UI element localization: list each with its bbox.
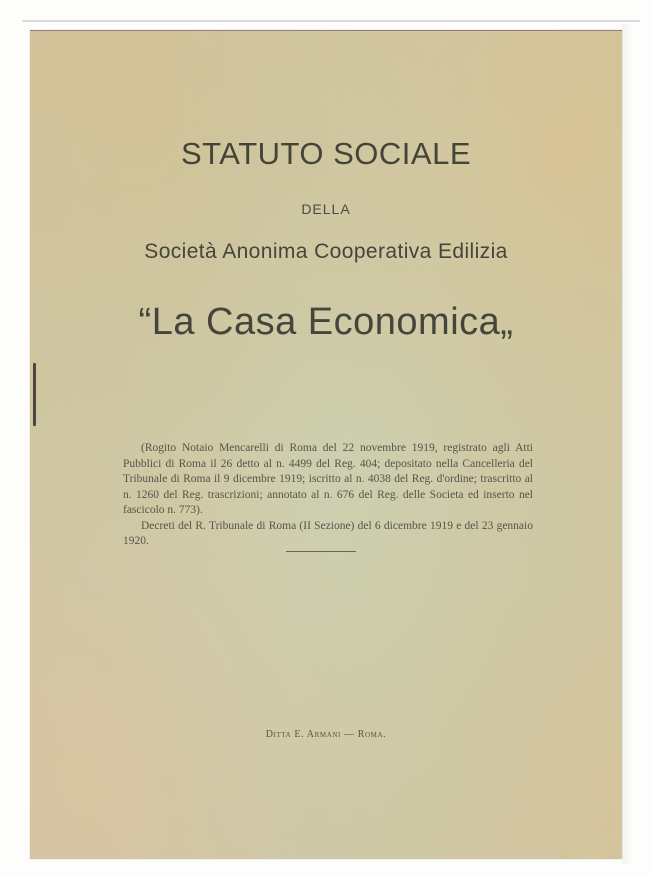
document-della: DELLA	[301, 201, 351, 217]
staple-binding	[33, 363, 36, 426]
divider-rule	[286, 551, 356, 552]
legal-note-decrees: Decreti del R. Tribunale di Roma (II Sezione) del 6 dicembre 1919 e del 23 gennaio 1920.	[123, 519, 533, 547]
legal-notes	[123, 441, 533, 550]
company-name: “La Casa Economica„	[138, 301, 514, 343]
scan-backing-side	[622, 24, 630, 864]
document-subtitle: Società Anonima Cooperativa Edilizia	[144, 240, 508, 263]
document-title: STATUTO SOCIALE	[181, 136, 471, 171]
document-cover	[30, 30, 622, 859]
publisher-line: Ditta E. Armani — Roma.	[265, 729, 387, 740]
scan-backing-edge	[22, 20, 640, 22]
legal-note-registration: (Rogito Notaio Mencarelli di Roma del 22 novembre 1919, registrato agli Atti Pubblici di Roma il 26 detto al n. 4499 del Reg. 404; depositato nella Cancelleria del Tribunale di Roma il 9 dicembre 1919; iscritto al n. 4038 del Reg. d'ordine; trascritto al n. 1260 del Reg. trascrizioni; annotato al n. 676 del Reg. delle Societa ed inserto nel fascicolo n. 773).	[123, 442, 533, 516]
